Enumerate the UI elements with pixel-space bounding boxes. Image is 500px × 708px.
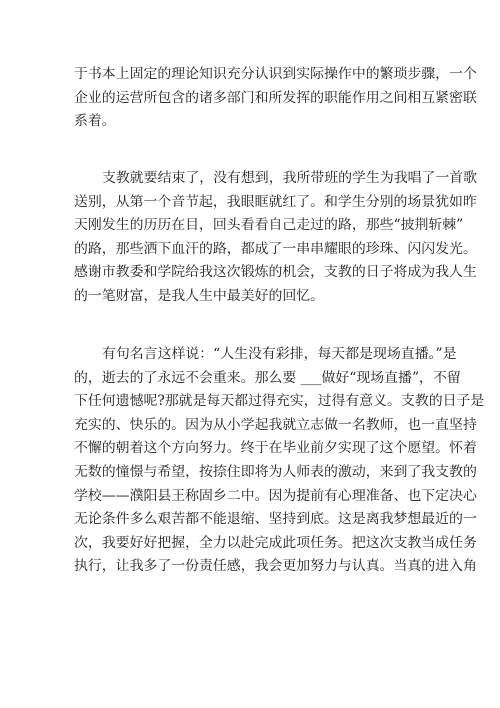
text-line: 送别，从第一个音节起，我眼眶就红了。和学生分别的场景犹如昨 <box>74 193 477 210</box>
text-line: 下任何遗憾呢?那就是每天都过得充实，过得有意义。支教的日子是 <box>74 393 485 410</box>
text-line: 有句名言这样说：“人生没有彩排，每天都是现场直播。”是 <box>102 346 457 362</box>
text-line: 次，我要好好把握，全力以赴完成此项任务。把这次支教当成任务 <box>74 534 477 551</box>
paragraph-1 <box>74 63 477 134</box>
text-line: 无数的憧憬与希望，按捺住即将为人师表的激动，来到了我支教的 <box>74 463 477 480</box>
text-line: 系着。 <box>74 113 116 130</box>
text-line: 感谢市教委和学院给我这次锻炼的机会，支教的日子将成为我人生 <box>74 264 477 281</box>
text-line: 天刚发生的历历在目，回头看看自己走过的路，那些“披荆斩棘” <box>74 217 464 234</box>
paragraph-3 <box>74 343 485 579</box>
paragraph-2 <box>74 167 478 309</box>
text-line: 于书本上固定的理论知识充分认识到实际操作中的繁琐步骤，一个 <box>74 66 477 82</box>
text-line: 充实的、快乐的。因为从小学起我就立志做一名教师，也一直坚持 <box>74 416 477 433</box>
text-line: 执行，让我多了一份责任感，我会更加努力与认真。当真的进入角 <box>74 558 477 575</box>
text-line: 企业的运营所包含的诸多部门和所发挥的职能作用之间相互紧密联 <box>74 89 477 106</box>
text-line: 的一笔财富，是我人生中最美好的回忆。 <box>74 287 325 304</box>
text-line: 无论条件多么艰苦都不能退缩、坚持到底。这是离我梦想最近的一 <box>74 511 477 528</box>
text-line: 不懈的朝着这个方向努力。终于在毕业前夕实现了这个愿望。怀着 <box>74 440 477 457</box>
text-line: 的路，那些洒下血汗的路，都成了一串串耀眼的珍珠、闪闪发光。 <box>74 240 477 257</box>
text-line: 支教就要结束了，没有想到，我所带班的学生为我唱了一首歌 <box>102 170 478 186</box>
text-line: 的，逝去的了永远不会重来。那么要 ___做好“现场直播”，不留 <box>74 369 461 386</box>
text-line: 学校——濮阳县王称固乡二中。因为提前有心理准备、也下定决心 <box>74 487 477 504</box>
